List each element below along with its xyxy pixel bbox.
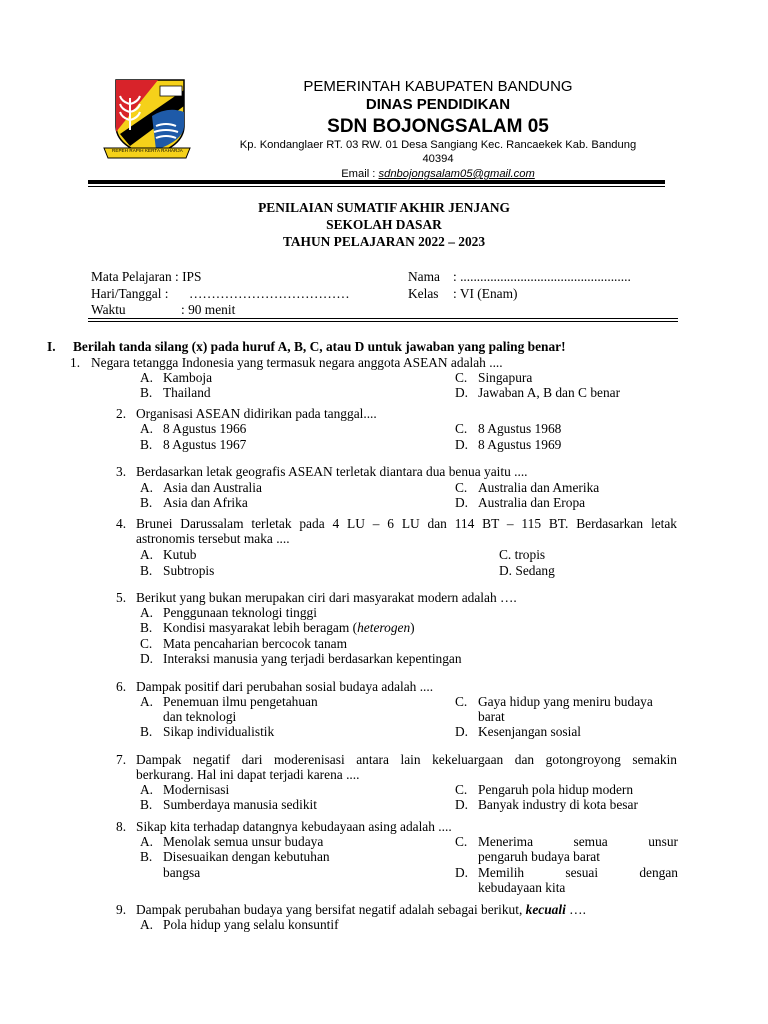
time-value: : 90 menit [181,302,236,317]
q1-d-text: Jawaban A, B dan C benar [478,385,621,400]
question-7-number: 7. [116,752,127,767]
question-4-number: 4. [116,516,127,531]
q6-d-letter[interactable]: D. [455,724,469,739]
address-line2: 40394 [422,152,454,165]
q8-a-text: Menolak semua unsur budaya [163,834,324,849]
question-9-text [136,902,586,918]
section-instruction: Berilah tanda silang (x) pada huruf A, B, C, atau D untuk jawaban yang paling benar! [73,339,566,354]
name-label: Nama [408,269,440,284]
q5-b-text [163,620,415,636]
date-field[interactable]: ……………………………… [189,286,350,301]
question-4-text-2: astronomis tersebut maka .... [136,531,290,546]
q7-c-letter[interactable]: C. [455,782,468,797]
question-3-number: 3. [116,464,127,479]
info-divider-top [88,318,678,319]
q6-b-letter[interactable]: B. [140,724,153,739]
q8-a-letter[interactable]: A. [140,834,154,849]
question-8-text: Sikap kita terhadap datangnya kebudayaan asing adalah .... [136,819,452,834]
exam-title-3: TAHUN PELAJARAN 2022 – 2023 [282,234,486,249]
q5-d-letter[interactable]: D. [140,651,154,666]
q6-c-letter[interactable]: C. [455,694,468,709]
question-7-text-2: berkurang. Hal ini dapat terjadi karena .... [136,767,360,782]
q7-d-text: Banyak industry di kota besar [478,797,638,812]
q3-c-text: Australia dan Amerika [478,480,600,495]
header-divider-thin [88,186,665,187]
q6-c-text-2: barat [478,709,505,724]
header-line2: DINAS PENDIDIKAN [365,96,511,113]
question-5-text: Berikut yang bukan merupakan ciri dari masyarakat modern adalah …. [136,590,517,605]
q4-a-letter[interactable]: A. [140,547,154,562]
q2-c-text: 8 Agustus 1968 [478,421,562,436]
question-1-number: 1. [70,355,81,370]
q2-c-letter[interactable]: C. [455,421,468,436]
exam-title-1: PENILAIAN SUMATIF AKHIR JENJANG [258,200,510,215]
letterhead [205,78,671,181]
q8-b-text-2: bangsa [163,865,201,880]
q4-d-option[interactable]: D. Sedang [499,563,555,578]
question-5-number: 5. [116,590,127,605]
school-name: SDN BOJONGSALAM 05 [327,116,549,137]
question-2-text: Organisasi ASEAN didirikan pada tanggal.... [136,406,377,421]
q8-b-letter[interactable]: B. [140,849,153,864]
q2-d-text: 8 Agustus 1969 [478,437,562,452]
name-field[interactable]: : ................................................... [453,269,631,284]
q1-d-letter[interactable]: D. [455,385,469,400]
q5-c-letter[interactable]: C. [140,636,153,651]
date-label: Hari/Tanggal : [91,286,169,301]
q5-b-text-pre: Kondisi masyarakat lebih beragam ( [163,620,358,635]
q1-c-text: Singapura [478,370,533,385]
q5-b-letter[interactable]: B. [140,620,153,635]
question-3-text: Berdasarkan letak geografis ASEAN terletak diantara dua benua yaitu .... [136,464,528,479]
q7-a-text: Modernisasi [163,782,230,797]
section-number: I. [47,339,56,354]
q5-c-text: Mata pencaharian bercocok tanam [163,636,348,651]
q3-c-letter[interactable]: C. [455,480,468,495]
q2-b-letter[interactable]: B. [140,437,153,452]
q1-a-text: Kamboja [163,370,213,385]
q5-b-text-post: ) [410,620,415,635]
info-divider-bottom [88,321,678,322]
class-label: Kelas [408,286,439,301]
q6-d-text: Kesenjangan sosial [478,724,582,739]
exam-title-2: SEKOLAH DASAR [326,217,442,232]
q4-b-text: Subtropis [163,563,215,578]
q7-d-letter[interactable]: D. [455,797,469,812]
email-line [205,167,671,181]
q9-a-text: Pola hidup yang selalu konsuntif [163,917,339,932]
q3-a-text: Asia dan Australia [163,480,262,495]
q8-c-text-1: Menerima semua unsur [478,834,678,849]
logo-motto: REPEH RAPIH KERTA RAHARJA [112,148,183,153]
q7-c-text: Pengaruh pola hidup modern [478,782,634,797]
q4-c-option[interactable]: C. tropis [499,547,546,562]
q3-d-letter[interactable]: D. [455,495,469,510]
q4-b-letter[interactable]: B. [140,563,153,578]
q6-c-text-1: Gaya hidup yang meniru budaya [478,694,653,709]
question-6-number: 6. [116,679,127,694]
q5-a-text: Penggunaan teknologi tinggi [163,605,317,620]
q6-a-text-2: dan teknologi [163,709,237,724]
header-divider-thick [88,180,665,184]
q2-b-text: 8 Agustus 1967 [163,437,247,452]
q8-d-text-1: Memilih sesuai dengan [478,865,678,880]
q9-text-post: …. [565,902,586,917]
address-line1: Kp. Kondanglaer RT. 03 RW. 01 Desa Sangiang Kec. Rancaekek Kab. Bandung [239,139,637,151]
question-1-text: Negara tetangga Indonesia yang termasuk negara anggota ASEAN adalah .... [91,355,503,370]
q5-a-letter[interactable]: A. [140,605,154,620]
q3-b-letter[interactable]: B. [140,495,153,510]
q1-a-letter[interactable]: A. [140,370,154,385]
q1-b-letter[interactable]: B. [140,385,153,400]
header-line1: PEMERINTAH KABUPATEN BANDUNG [303,78,573,95]
q4-a-text: Kutub [163,547,197,562]
q5-d-text: Interaksi manusia yang terjadi berdasarkan kepentingan [163,651,462,666]
q7-b-letter[interactable]: B. [140,797,153,812]
q6-a-letter[interactable]: A. [140,694,154,709]
q2-a-letter[interactable]: A. [140,421,154,436]
class-value: : VI (Enam) [453,286,518,301]
q1-c-letter[interactable]: C. [455,370,468,385]
q6-b-text: Sikap individualistik [163,724,275,739]
q2-d-letter[interactable]: D. [455,437,469,452]
q8-c-text-2: pengaruh budaya barat [478,849,600,864]
q6-a-text-1: Penemuan ilmu pengetahuan [163,694,318,709]
q8-d-text-2: kebudayaan kita [478,880,566,895]
q1-b-text: Thailand [163,385,211,400]
q7-a-letter[interactable]: A. [140,782,154,797]
subject-label: Mata Pelajaran : IPS [91,269,202,284]
q8-c-letter[interactable]: C. [455,834,468,849]
q3-a-letter[interactable]: A. [140,480,154,495]
q5-b-text-italic: heterogen [357,620,411,635]
question-2-number: 2. [116,406,127,421]
email-link[interactable]: sdnbojongsalam05@gmail.com [378,168,535,180]
email-label: Email : [341,168,379,180]
q7-b-text: Sumberdaya manusia sedikit [163,797,317,812]
question-7-text-1: Dampak negatif dari moderenisasi antara lain kekeluargaan dan gotongroyong semakin [136,752,677,767]
question-9-number: 9. [116,902,127,917]
question-4-text-1: Brunei Darussalam terletak pada 4 LU – 6 LU dan 114 BT – 115 BT. Berdasarkan letak [136,516,677,531]
question-8-number: 8. [116,819,127,834]
q3-b-text: Asia dan Afrika [163,495,248,510]
q8-d-letter[interactable]: D. [455,865,469,880]
q9-a-letter[interactable]: A. [140,917,154,932]
q9-text-emphasis: kecuali [525,902,566,917]
q9-text-pre: Dampak perubahan budaya yang bersifat negatif adalah sebagai berikut, [136,902,526,917]
question-6-text: Dampak positif dari perubahan sosial budaya adalah .... [136,679,434,694]
time-label: Waktu [91,302,126,317]
q3-d-text: Australia dan Eropa [478,495,586,510]
q8-b-text-1: Disesuaikan dengan kebutuhan [163,849,330,864]
q2-a-text: 8 Agustus 1966 [163,421,247,436]
